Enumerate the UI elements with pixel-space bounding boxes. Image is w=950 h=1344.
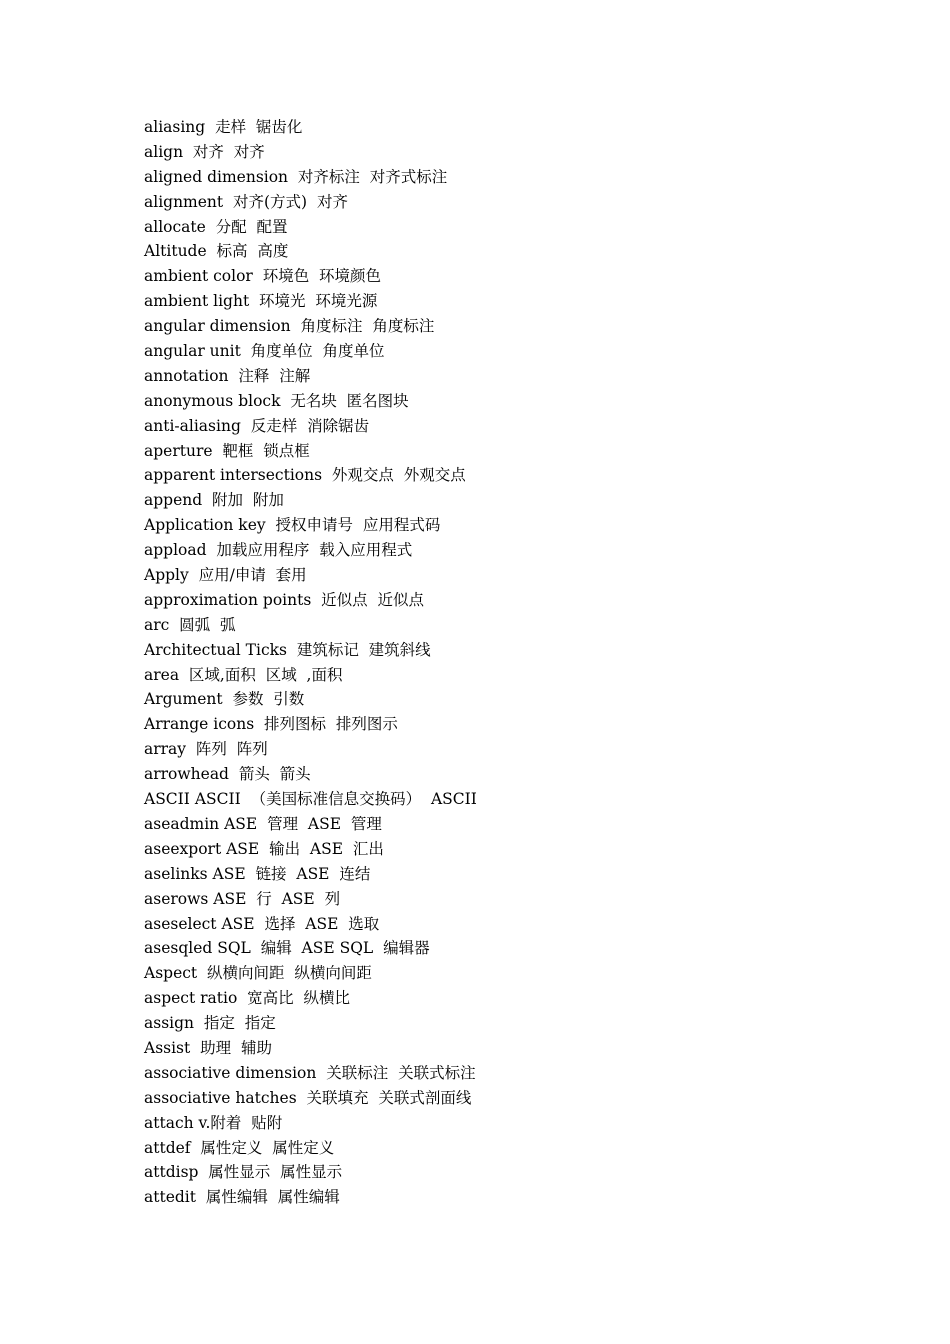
glossary-entry: allocate 分配 配置 <box>144 217 288 236</box>
glossary-entry: asesqled SQL 编辑 ASE SQL 编辑器 <box>144 939 430 958</box>
glossary-entry: ASCII ASCII （美国标准信息交换码） ASCII <box>144 790 477 809</box>
glossary-entry: Arrange icons 排列图标 排列图示 <box>144 715 398 734</box>
glossary-entry: anonymous block 无名块 匿名图块 <box>144 391 409 410</box>
glossary-entry: associative hatches 关联填充 关联式剖面线 <box>144 1088 472 1107</box>
glossary-entry: angular unit 角度单位 角度单位 <box>144 342 385 361</box>
glossary-entry: aseexport ASE 输出 ASE 汇出 <box>144 839 384 858</box>
glossary-entry: append 附加 附加 <box>144 491 284 510</box>
glossary-entry: aligned dimension 对齐标注 对齐式标注 <box>144 167 448 186</box>
glossary-entry: apparent intersections 外观交点 外观交点 <box>144 466 466 485</box>
glossary-entry: annotation 注释 注解 <box>144 366 311 385</box>
glossary-entry: aseadmin ASE 管理 ASE 管理 <box>144 814 382 833</box>
glossary-entry: arrowhead 箭头 箭头 <box>144 765 311 784</box>
glossary-entry: alignment 对齐(方式) 对齐 <box>144 192 348 211</box>
glossary-entry: angular dimension 角度标注 角度标注 <box>144 317 435 336</box>
glossary-entry: aliasing 走样 锯齿化 <box>144 118 303 136</box>
glossary-entry: Architectual Ticks 建筑标记 建筑斜线 <box>144 640 431 659</box>
glossary-entry: anti-aliasing 反走样 消除锯齿 <box>144 416 370 435</box>
glossary-entry: aperture 靶框 锁点框 <box>144 441 310 460</box>
glossary-entry: attach v.附着 贴附 <box>144 1113 283 1132</box>
glossary-entry: Altitude 标高 高度 <box>144 242 289 261</box>
glossary-entry: aspect ratio 宽高比 纵横比 <box>144 989 351 1008</box>
glossary-entry: area 区域,面积 区域 ,面积 <box>144 665 343 684</box>
glossary-entry: align 对齐 对齐 <box>144 142 265 161</box>
glossary-entry: aselinks ASE 链接 ASE 连结 <box>144 864 371 883</box>
glossary-entry: attedit 属性编辑 属性编辑 <box>144 1188 340 1207</box>
glossary-entry: Apply 应用/申请 套用 <box>144 566 307 585</box>
glossary-entry: associative dimension 关联标注 关联式标注 <box>144 1063 476 1082</box>
glossary-entry: ambient light 环境光 环境光源 <box>144 292 378 311</box>
glossary-entry: approximation points 近似点 近似点 <box>144 590 424 609</box>
glossary-entry: aserows ASE 行 ASE 列 <box>144 889 341 908</box>
glossary-entry: arc 圆弧 弧 <box>144 615 236 634</box>
glossary-entry: aseselect ASE 选择 ASE 选取 <box>144 914 380 933</box>
glossary-entry: Assist 助理 辅助 <box>144 1038 272 1057</box>
glossary-entry: attdef 属性定义 属性定义 <box>144 1138 335 1157</box>
glossary-entry: Application key 授权申请号 应用程式码 <box>144 516 441 535</box>
glossary-entry: array 阵列 阵列 <box>144 740 268 759</box>
glossary-entry: Argument 参数 引数 <box>144 690 305 709</box>
glossary-entry: ambient color 环境色 环境颜色 <box>144 267 382 286</box>
glossary-entry: assign 指定 指定 <box>144 1014 276 1033</box>
glossary-entry: appload 加载应用程序 载入应用程式 <box>144 541 413 560</box>
glossary-list <box>144 115 477 1210</box>
glossary-entry: Aspect 纵横向间距 纵横向间距 <box>144 964 372 983</box>
glossary-entry: attdisp 属性显示 属性显示 <box>144 1163 343 1182</box>
